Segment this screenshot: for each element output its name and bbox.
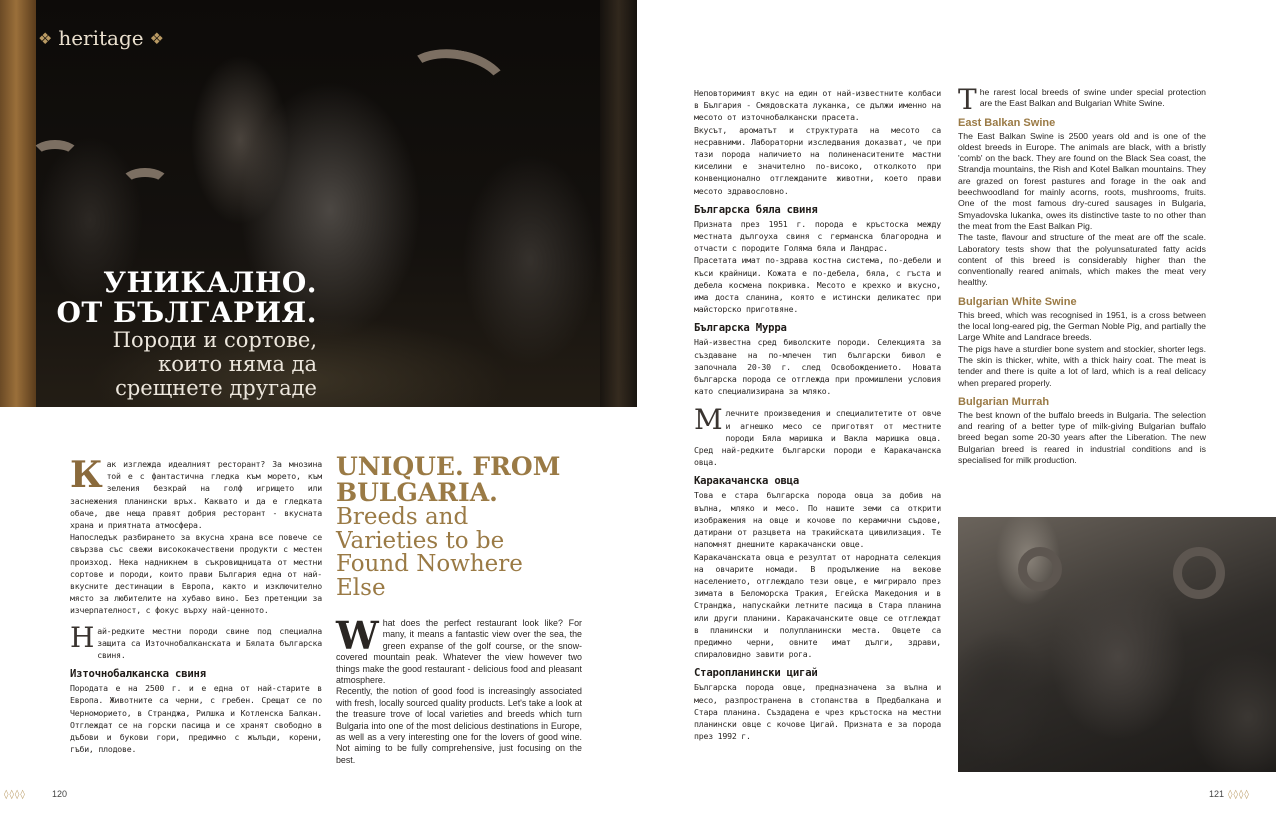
dropcap: W [336,613,379,658]
intro-paragraph: Как изглежда идеалният ресторант? За мнозина той е с фантастична гледка към морето, към зеления безкрай на голф игрището или заснежения планински връх. Каквато и да е гледката обаче, две неща правят добрия ресторант - вкусната храна и приятната атмосфера. [70,454,322,531]
hero-subtitle-line1: Породи и сортове, [112,328,317,352]
paragraph: Най-редките местни породи свине под специална защита са Източнобалканската и Бялата българска свиня. [70,620,322,661]
ornament-icon: ❖ [149,28,164,48]
right-bulgarian-column [694,87,941,742]
buffalo-horn [1018,547,1062,591]
footer-ornament: ◊◊◊◊ [1228,790,1250,800]
english-title [336,454,586,600]
buffalo-horn [1173,547,1225,599]
middle-column [336,613,582,766]
intro-paragraph: What does the perfect restaurant look like? For many, it means a fantastic view over the sea, the green expanse of the golf course, or the snow-covered mountain peak. Whatever the view however two things make the good restaurant - delicious food and pleasant atmosphere. [336,613,582,686]
paragraph: Прасетата имат по-здрава костна система, по-дебели и къси крайници. Кожата е по-дебела, бяла, с гъста и дебела космена покривка. Месото е крехко и вкусно, има доста сланина, която е истински деликатес при майсторско приготвяне. [694,255,941,315]
dropcap: T [958,83,977,116]
paragraph: Това е стара българска порода овца за добив на вълна, мляко и месо. По нашите земи са открити изображения на овце и кочове по керамични съдове, датирани от разцвета на тракийската цивилизация. Те напомнят днешните каракачански овце. [694,490,941,550]
paragraph: Призната през 1951 г. порода е кръстоска между местната дългоуха свиня с германска благородна и отчасти с породите Голяма бяла и Ландрас. [694,218,941,254]
paragraph: Породата е на 2500 г. и е една от най-старите в Европа. Животните са черни, с гребен. Срещат се по Черноморието, в Странджа, Рилшка и Котленска Балкан. Отглеждат се на горски пасища и се хранят свободно в дъбови и букови гори, предимно с жълъди, корени, гъби, плодове. [70,683,322,755]
en-subtitle-line2: Varieties to be [336,527,505,554]
subheading: East Balkan Swine [958,116,1056,129]
goat-horn [395,41,515,129]
intro-paragraph: The rarest local breeds of swine under special protection are the East Balkan and Bulgarian White Swine. [958,83,1206,116]
subheading: Bulgarian Murrah [958,395,1050,408]
subheading: Старопланински цигай [694,667,818,680]
dropcap: М [694,403,723,437]
hero-heading [0,268,317,400]
paragraph: Неповторимият вкус на един от най-известните колбаси в България - Смядовската луканка, се дължи именно на месото от източнобалкански прасета. [694,88,941,123]
buffalo-photo [958,517,1276,772]
dropcap: Н [70,620,95,654]
subheading: Българска бяла свиня [694,203,818,216]
paragraph: Българска порода овце, предназначена за вълна и месо, разпространена в стопанства в Предбалкана и Стара планина. Създадена е чрез кръстоска на местни планински овце с кочове Цигай. Призната е за порода през 1992 г. [694,682,941,742]
paragraph: The best known of the buffalo breeds in Bulgaria. The selection and rearing of a better type of milk-giving Bulgarian buffalo breed began some 20-30 years after the Liberation. The new Bulgarian breed is reared in industrial conditions and is specialised for milk production. [958,409,1206,466]
paragraph: Каракачанската овца е резултат от народната селекция на овчарите номади. В продължение на вековe населението, отглеждало тези овце, е мигрирало през зимата в Беломорска Тракия, Егейска Македония и в Странджа, напускайки летните пасища в Стара планина или други планини. Каракачанските овце се отглеждат в планински и полупланински места. Овцете са предимно черни, овните имат дълги, здрави, спираловидно завити рога. [694,551,941,660]
subheading: Източнобалканска свиня [70,668,206,681]
paragraph: Млечните произведения и специалитетите от овче и агнешко месо се приготвят от местните породи Бяла маришка и Вакла маришка овца. Сред най-редките български породи е Каракачанска овца. [694,403,941,468]
ornament-icon: ❖ [38,28,53,48]
hero-title-line2: ОТ БЪЛГАРИЯ. [56,296,317,329]
footer-ornament: ◊◊◊◊ [4,790,26,800]
page-number-left: 120 [52,789,68,799]
paragraph: Напоследък разбирането за вкусна храна все повече се свързва със свежи висококачествени продукти с местен произход. Нека надникнем в съкровищницата от местни сортове и породи, които прави България една от най-вкусните дестинации в Европа, както и изключително място за любителите на хубаво вино. Без претенции за изчерпателност, с фокус върху най-ценното. [70,532,322,616]
paragraph: The pigs have a sturdier bone system and stockier, shorter legs. The skin is thicker, white, with a thick hairy coat. The meat is tender and there is quite a lot of lard, which is a real delicacy when prepared properly. [958,343,1206,388]
section-label [38,26,164,50]
subheading: Bulgarian White Swine [958,295,1077,308]
left-column [70,454,322,755]
en-subtitle-line3: Found Nowhere [336,551,523,577]
hero-rope [600,0,637,407]
hero-title-line1: УНИКАЛНО. [103,266,317,299]
hero-subtitle-line2: които няма да [158,352,317,376]
goat-horn [30,140,80,170]
paragraph: Най-известна сред биволските породи. Селекцията за създаване на по-млечен тип български бивол е започнала 20-30 г. след Освобождението. Новата българска порода се отглежда при промишлени условия като специализирана за мляко. [694,337,941,397]
en-title-line2: BULGARIA. [336,478,498,507]
subheading: Българска Мурра [694,322,787,335]
goat-horn [120,168,170,198]
paragraph: Recently, the notion of good food is increasingly associated with fresh, locally sourced quality products. Let's take a look at the treasure trove of local varieties and breeds which turn Bulgaria into one of the most delicious destinations in Europe, as well as a very interesting one for the lovers of good wine. Not aiming to be fully comprehensive, just focusing on the best. [336,686,582,765]
paragraph: Вкусът, ароматът и структурата на месото са несравними. Лабораторни изследвания доказват, че при тази порода наличието на полиненаситените мастни киселини е значително по-високо, отколкото при конвенционално отглежданите животни, което прави месото здравословно. [694,124,941,196]
hero-subtitle-line3: срещнете другаде [115,376,317,400]
paragraph: The East Balkan Swine is 2500 years old and is one of the oldest breeds in Europe. The animals are black, with a bristly 'comb' on the back. They are found on the Black Sea coast, the Strandja mountains, the Rish and Kotel Balkan mountains. They are grazed on forest pastures and forage in the oak and beechwoodland for mainly acorns, roots, mushrooms, fruits. One of the most famous dry-cured sausages in Bulgaria, Smyadovska lukanka, owes its distinctive taste to no other than the meat from the East Balkan Pig. [958,130,1206,231]
paragraph: This breed, which was recognised in 1951, is a cross between the local long-eared pig, the German Noble Pig, and partially the Large White and Landrace breeds. [958,309,1206,343]
en-title-line1: UNIQUE. FROM [336,452,561,481]
en-subtitle-line4: Else [336,574,386,601]
subheading: Каракачанска овца [694,475,800,488]
section-label-text: heritage [58,26,144,50]
page-number-right: 121 [1209,789,1225,799]
dropcap: К [70,454,103,496]
en-subtitle-line1: Breeds and [336,504,469,530]
right-english-column [958,83,1206,466]
hero-photo-goats [0,0,637,407]
paragraph: The taste, flavour and structure of the meat are off the scale. Laboratory tests show that the polyunsaturated fatty acids content of this breed is considerably higher than the conventionally reared animals, which makes the meat very healthy. [958,232,1206,288]
